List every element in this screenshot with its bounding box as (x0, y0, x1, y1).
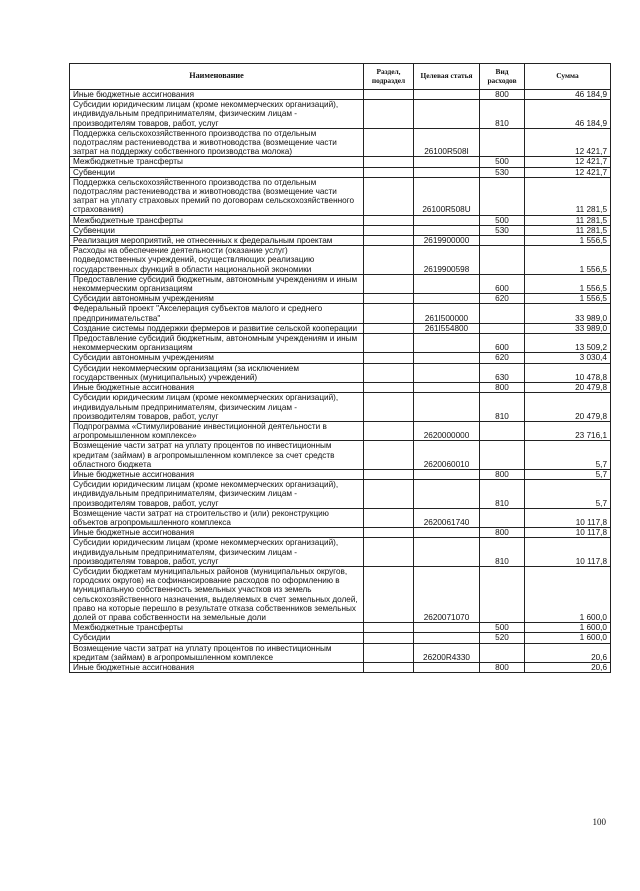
cell-name: Иные бюджетные ассигнования (70, 662, 364, 672)
cell-name: Субвенции (70, 167, 364, 177)
cell-target (414, 225, 480, 235)
cell-name: Иные бюджетные ассигнования (70, 528, 364, 538)
table-row (70, 623, 611, 633)
cell-sum: 20 479,8 (525, 393, 611, 422)
cell-section (364, 274, 414, 293)
table-row (70, 294, 611, 304)
cell-name: Подпрограмма «Стимулирование инвестиционной деятельности в агропромышленном комплексе» (70, 421, 364, 440)
cell-kind (480, 441, 525, 470)
cell-kind (480, 236, 525, 246)
cell-target (414, 167, 480, 177)
cell-kind: 500 (480, 623, 525, 633)
cell-name: Предоставление субсидий бюджетным, автономным учреждениям и иным некоммерческим организациям (70, 274, 364, 293)
cell-kind: 600 (480, 334, 525, 353)
cell-name: Субвенции (70, 225, 364, 235)
table-row (70, 566, 611, 622)
cell-section (364, 100, 414, 129)
cell-sum: 10 117,8 (525, 528, 611, 538)
cell-name: Иные бюджетные ассигнования (70, 383, 364, 393)
cell-section (364, 662, 414, 672)
cell-name: Федеральный проект "Акселерация субъектов малого и среднего предпринимательства" (70, 304, 364, 323)
cell-target: 26100R508U (414, 177, 480, 215)
table-row (70, 274, 611, 293)
cell-target (414, 393, 480, 422)
cell-target (414, 215, 480, 225)
cell-name: Расходы на обеспечение деятельности (оказание услуг) подведомственных учреждений, осуществляющих реализацию государственных функций в области национальной экономики (70, 246, 364, 275)
cell-section (364, 177, 414, 215)
cell-kind: 630 (480, 363, 525, 382)
cell-kind: 600 (480, 274, 525, 293)
table-row (70, 167, 611, 177)
cell-section (364, 128, 414, 157)
cell-section (364, 353, 414, 363)
cell-target (414, 538, 480, 567)
table-body (70, 90, 611, 673)
table-row (70, 528, 611, 538)
cell-sum: 20 479,8 (525, 383, 611, 393)
cell-name: Субсидии юридическим лицам (кроме некоммерческих организаций), индивидуальным предпринимателям, физическим лицам - производителям товаров, работ, услуг (70, 480, 364, 509)
table-row (70, 421, 611, 440)
cell-name: Поддержка сельскохозяйственного производства по отдельным подотраслям растениеводства и животноводства (возмещение части затрат на поддержку собственного производства молока) (70, 128, 364, 157)
cell-target: 261I554800 (414, 323, 480, 333)
cell-target (414, 480, 480, 509)
cell-section (364, 469, 414, 479)
cell-kind (480, 128, 525, 157)
header-target: Целевая статья (414, 64, 480, 90)
cell-sum: 33 989,0 (525, 323, 611, 333)
cell-target (414, 334, 480, 353)
cell-sum: 5,7 (525, 480, 611, 509)
cell-section (364, 538, 414, 567)
table-row (70, 643, 611, 662)
cell-name: Субсидии некоммерческим организациям (за исключением государственных (муниципальных) учреждений) (70, 363, 364, 382)
cell-target (414, 363, 480, 382)
cell-sum: 13 509,2 (525, 334, 611, 353)
cell-name: Субсидии автономным учреждениям (70, 353, 364, 363)
cell-sum: 11 281,5 (525, 215, 611, 225)
budget-table (69, 63, 611, 673)
cell-target (414, 274, 480, 293)
cell-section (364, 383, 414, 393)
cell-name: Субсидии автономным учреждениям (70, 294, 364, 304)
table-row (70, 633, 611, 643)
cell-target (414, 294, 480, 304)
cell-section (364, 528, 414, 538)
cell-section (364, 323, 414, 333)
cell-kind: 530 (480, 225, 525, 235)
table-row (70, 225, 611, 235)
cell-section (364, 304, 414, 323)
cell-sum: 10 117,8 (525, 538, 611, 567)
cell-section (364, 157, 414, 167)
cell-kind (480, 421, 525, 440)
cell-sum: 1 600,0 (525, 566, 611, 622)
cell-section (364, 215, 414, 225)
cell-sum: 23 716,1 (525, 421, 611, 440)
cell-section (364, 363, 414, 382)
cell-kind: 810 (480, 100, 525, 129)
cell-sum: 46 184,9 (525, 90, 611, 100)
table-row (70, 334, 611, 353)
cell-target: 2620060010 (414, 441, 480, 470)
cell-kind: 800 (480, 469, 525, 479)
cell-target: 2620071070 (414, 566, 480, 622)
cell-target (414, 100, 480, 129)
table-row (70, 215, 611, 225)
cell-target (414, 623, 480, 633)
cell-kind: 800 (480, 90, 525, 100)
cell-sum: 1 600,0 (525, 633, 611, 643)
cell-name: Межбюджетные трансферты (70, 215, 364, 225)
cell-target: 2620061740 (414, 508, 480, 527)
cell-name: Субсидии юридическим лицам (кроме некоммерческих организаций), индивидуальным предпринимателям, физическим лицам - производителям товаров, работ, услуг (70, 538, 364, 567)
table-row (70, 246, 611, 275)
cell-target (414, 528, 480, 538)
table-row (70, 90, 611, 100)
table-row (70, 469, 611, 479)
cell-sum: 1 556,5 (525, 246, 611, 275)
cell-kind: 800 (480, 662, 525, 672)
cell-name: Возмещение части затрат на уплату процентов по инвестиционным кредитам (займам) в агропромышленном комплексе за счет средств областного бюджета (70, 441, 364, 470)
table-row (70, 363, 611, 382)
table-header (70, 64, 611, 90)
cell-target (414, 353, 480, 363)
table-row (70, 393, 611, 422)
cell-target: 2619900000 (414, 236, 480, 246)
cell-sum: 12 421,7 (525, 128, 611, 157)
table-row (70, 100, 611, 129)
table-row (70, 538, 611, 567)
cell-kind: 500 (480, 215, 525, 225)
table-row (70, 128, 611, 157)
table-row (70, 236, 611, 246)
cell-name: Возмещение части затрат на уплату процентов по инвестиционным кредитам (займам) в агропромышленном комплексе (70, 643, 364, 662)
cell-section (364, 246, 414, 275)
cell-section (364, 225, 414, 235)
cell-kind (480, 304, 525, 323)
cell-section (364, 236, 414, 246)
cell-kind (480, 246, 525, 275)
cell-target: 26100R508I (414, 128, 480, 157)
cell-sum: 1 600,0 (525, 623, 611, 633)
cell-sum: 5,7 (525, 469, 611, 479)
cell-section (364, 623, 414, 633)
cell-section (364, 421, 414, 440)
cell-kind: 810 (480, 538, 525, 567)
cell-section (364, 633, 414, 643)
table-row (70, 157, 611, 167)
cell-name: Субсидии юридическим лицам (кроме некоммерческих организаций), индивидуальным предпринимателям, физическим лицам - производителям товаров, работ, услуг (70, 100, 364, 129)
cell-sum: 10 117,8 (525, 508, 611, 527)
cell-name: Иные бюджетные ассигнования (70, 90, 364, 100)
cell-target: 26200R4330 (414, 643, 480, 662)
cell-kind: 810 (480, 393, 525, 422)
cell-name: Возмещение части затрат на строительство и (или) реконструкцию объектов агропромышленного комплекса (70, 508, 364, 527)
cell-kind (480, 643, 525, 662)
table-row (70, 323, 611, 333)
cell-section (364, 393, 414, 422)
cell-section (364, 294, 414, 304)
cell-kind: 500 (480, 157, 525, 167)
cell-section (364, 643, 414, 662)
cell-sum: 5,7 (525, 441, 611, 470)
cell-kind (480, 508, 525, 527)
table-row (70, 177, 611, 215)
cell-name: Межбюджетные трансферты (70, 623, 364, 633)
cell-target (414, 90, 480, 100)
cell-kind: 520 (480, 633, 525, 643)
page-number: 100 (592, 817, 606, 827)
cell-sum: 11 281,5 (525, 177, 611, 215)
cell-sum: 12 421,7 (525, 167, 611, 177)
cell-kind (480, 177, 525, 215)
table-row (70, 353, 611, 363)
cell-section (364, 334, 414, 353)
table-row (70, 508, 611, 527)
cell-sum: 3 030,4 (525, 353, 611, 363)
cell-kind: 800 (480, 383, 525, 393)
cell-sum: 33 989,0 (525, 304, 611, 323)
cell-section (364, 566, 414, 622)
cell-section (364, 508, 414, 527)
cell-target (414, 157, 480, 167)
cell-kind: 620 (480, 353, 525, 363)
cell-target (414, 633, 480, 643)
cell-name: Поддержка сельскохозяйственного производства по отдельным подотраслям растениеводства и животноводства (возмещение части затрат на уплату страховых премий по договорам сельскохозяйственного страхования) (70, 177, 364, 215)
cell-sum: 20,6 (525, 662, 611, 672)
cell-sum: 1 556,5 (525, 294, 611, 304)
cell-section (364, 480, 414, 509)
table-row (70, 441, 611, 470)
cell-sum: 46 184,9 (525, 100, 611, 129)
cell-kind: 530 (480, 167, 525, 177)
cell-section (364, 441, 414, 470)
cell-section (364, 90, 414, 100)
header-section: Раздел, подраздел (364, 64, 414, 90)
header-name: Наименование (70, 64, 364, 90)
cell-sum: 12 421,7 (525, 157, 611, 167)
cell-name: Субсидии (70, 633, 364, 643)
cell-kind: 620 (480, 294, 525, 304)
cell-name: Субсидии юридическим лицам (кроме некоммерческих организаций), индивидуальным предпринимателям, физическим лицам - производителям товаров, работ, услуг (70, 393, 364, 422)
cell-name: Предоставление субсидий бюджетным, автономным учреждениям и иным некоммерческим организациям (70, 334, 364, 353)
cell-name: Межбюджетные трансферты (70, 157, 364, 167)
header-row (70, 64, 611, 90)
cell-sum: 10 478,8 (525, 363, 611, 382)
cell-sum: 11 281,5 (525, 225, 611, 235)
table-row (70, 662, 611, 672)
cell-sum: 1 556,5 (525, 274, 611, 293)
cell-sum: 20,6 (525, 643, 611, 662)
cell-name: Создание системы поддержки фермеров и развитие сельской кооперации (70, 323, 364, 333)
cell-target: 2620000000 (414, 421, 480, 440)
table-row (70, 383, 611, 393)
table-row (70, 480, 611, 509)
cell-target (414, 662, 480, 672)
cell-target (414, 469, 480, 479)
cell-section (364, 167, 414, 177)
cell-name: Иные бюджетные ассигнования (70, 469, 364, 479)
cell-target: 2619900598 (414, 246, 480, 275)
table-row (70, 304, 611, 323)
header-kind: Вид расходов (480, 64, 525, 90)
cell-kind (480, 323, 525, 333)
cell-sum: 1 556,5 (525, 236, 611, 246)
cell-target (414, 383, 480, 393)
cell-name: Реализация мероприятий, не отнесенных к федеральным проектам (70, 236, 364, 246)
cell-target: 261I500000 (414, 304, 480, 323)
cell-kind: 810 (480, 480, 525, 509)
cell-name: Субсидии бюджетам муниципальных районов (муниципальных округов, городских округов) на софинансирование расходов по оформлению в муниципальную собственность земельных участков из земель сельскохозяйственного назначения, выделяемых в счет земельных долей, право на которые перешло в результате отказа собственников земельных долей от права собственности на земельные доли (70, 566, 364, 622)
cell-kind (480, 566, 525, 622)
cell-kind: 800 (480, 528, 525, 538)
header-sum: Сумма (525, 64, 611, 90)
